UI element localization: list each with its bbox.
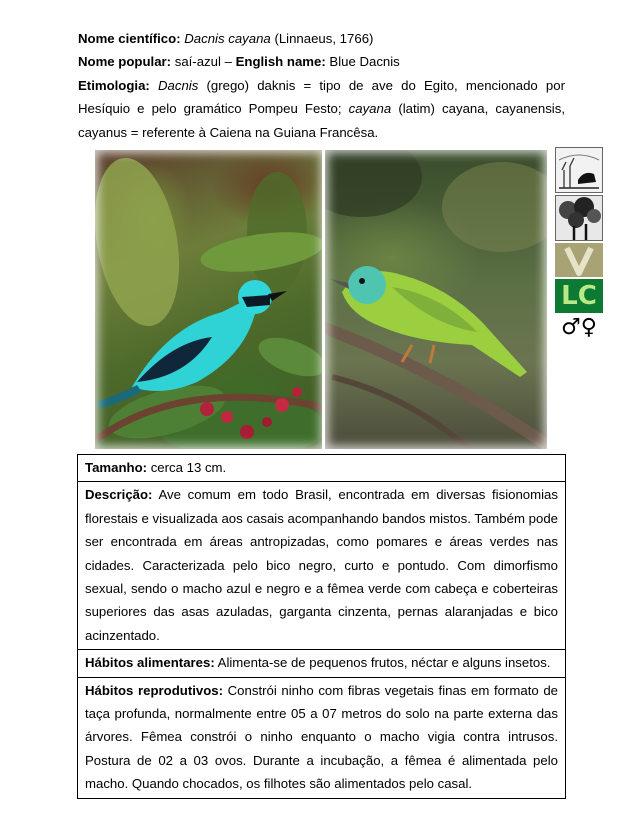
table-row <box>78 482 566 650</box>
description-text: Ave comum em todo Brasil, encontrada em diversas fisionomias florestais e visualizada aos casais acompanhando bandos mistos. Também pode ser encontrada em áreas antropizadas, como pomares e áreas verdes nas cidades. Caracterizada pelo bico negro, curto e pontudo. Com dimorfismo sexual, sendo o macho azul e negro e a fêmea verde com cabeça e coberteiras superiores das asas azuladas, garganta cinzenta, pernas alaranjadas e bico acinzentado. <box>85 487 558 643</box>
male-female-icon: ♂♀ <box>561 315 597 340</box>
popular-name-line <box>78 50 565 73</box>
reproductive-habits-cell <box>78 677 566 798</box>
description-cell <box>78 482 566 650</box>
table-row <box>78 455 566 482</box>
size-cell <box>78 455 566 482</box>
feeding-habits-text: Alimenta-se de pequenos frutos, néctar e alguns insetos. <box>217 655 551 671</box>
grassland-habitat-icon <box>555 147 603 193</box>
etymology-word-dacnis: Dacnis <box>158 77 199 93</box>
popular-name-label: Nome popular: <box>78 54 172 70</box>
female-bird-photo <box>322 147 550 452</box>
species-header <box>78 27 565 144</box>
bird-photos <box>92 147 550 452</box>
feeding-habits-label: Hábitos alimentares: <box>85 655 215 671</box>
description-label: Descrição: <box>85 487 153 503</box>
forest-habitat-icon <box>555 195 603 241</box>
dash-separator: – <box>224 54 232 70</box>
etymology-text-dacnis: (grego) daknis = tipo de ave do Egito, mencionado por Hesíquio e pelo gramático Pompeu Festo; <box>78 77 565 117</box>
species-info-table <box>77 454 566 799</box>
table-row <box>78 677 566 798</box>
etymology-word-cayana: cayana <box>348 101 392 117</box>
popular-name: saí-azul <box>174 54 221 70</box>
scientific-name: Dacnis cayana <box>184 31 271 46</box>
etymology-paragraph <box>78 74 565 144</box>
vulnerable-v-icon <box>555 243 603 277</box>
english-name-label: English name: <box>235 54 326 70</box>
table-row <box>78 650 566 677</box>
size-value: cerca 13 cm. <box>150 460 227 475</box>
reproductive-habits-text: Constrói ninho com fibras vegetais finas em formato de taça profunda, normalmente entre 05 a 07 metros do solo na parte externa das árvores. Fêmea constrói o ninho enquanto o macho vigia contra intrusos. Postura de 02 a 03 ovos. Durante a incubação, a fêmea é alimentada pelo macho. Quando chocados, os filhotes são alimentados pelo casal. <box>85 682 559 792</box>
conservation-status-lc-badge <box>555 279 603 313</box>
etymology-label: Etimologia: <box>78 77 150 93</box>
scientific-author: (Linnaeus, 1766) <box>274 31 374 46</box>
status-icons <box>555 147 603 341</box>
feeding-habits-cell <box>78 650 566 677</box>
male-bird-illustration <box>92 147 327 452</box>
size-label: Tamanho: <box>85 460 148 475</box>
lc-label: LC <box>561 281 597 311</box>
male-bird-photo <box>92 147 327 452</box>
etymology-text-cayana: (latim) cayana, cayanensis, cayanus = referente à Caiena na Guiana Francêsa. <box>78 101 565 140</box>
scientific-name-line <box>78 27 565 50</box>
female-bird-illustration <box>322 147 550 452</box>
english-name: Blue Dacnis <box>329 54 400 70</box>
scientific-name-label: Nome científico: <box>78 31 181 46</box>
reproductive-habits-label: Hábitos reprodutivos: <box>85 682 223 698</box>
